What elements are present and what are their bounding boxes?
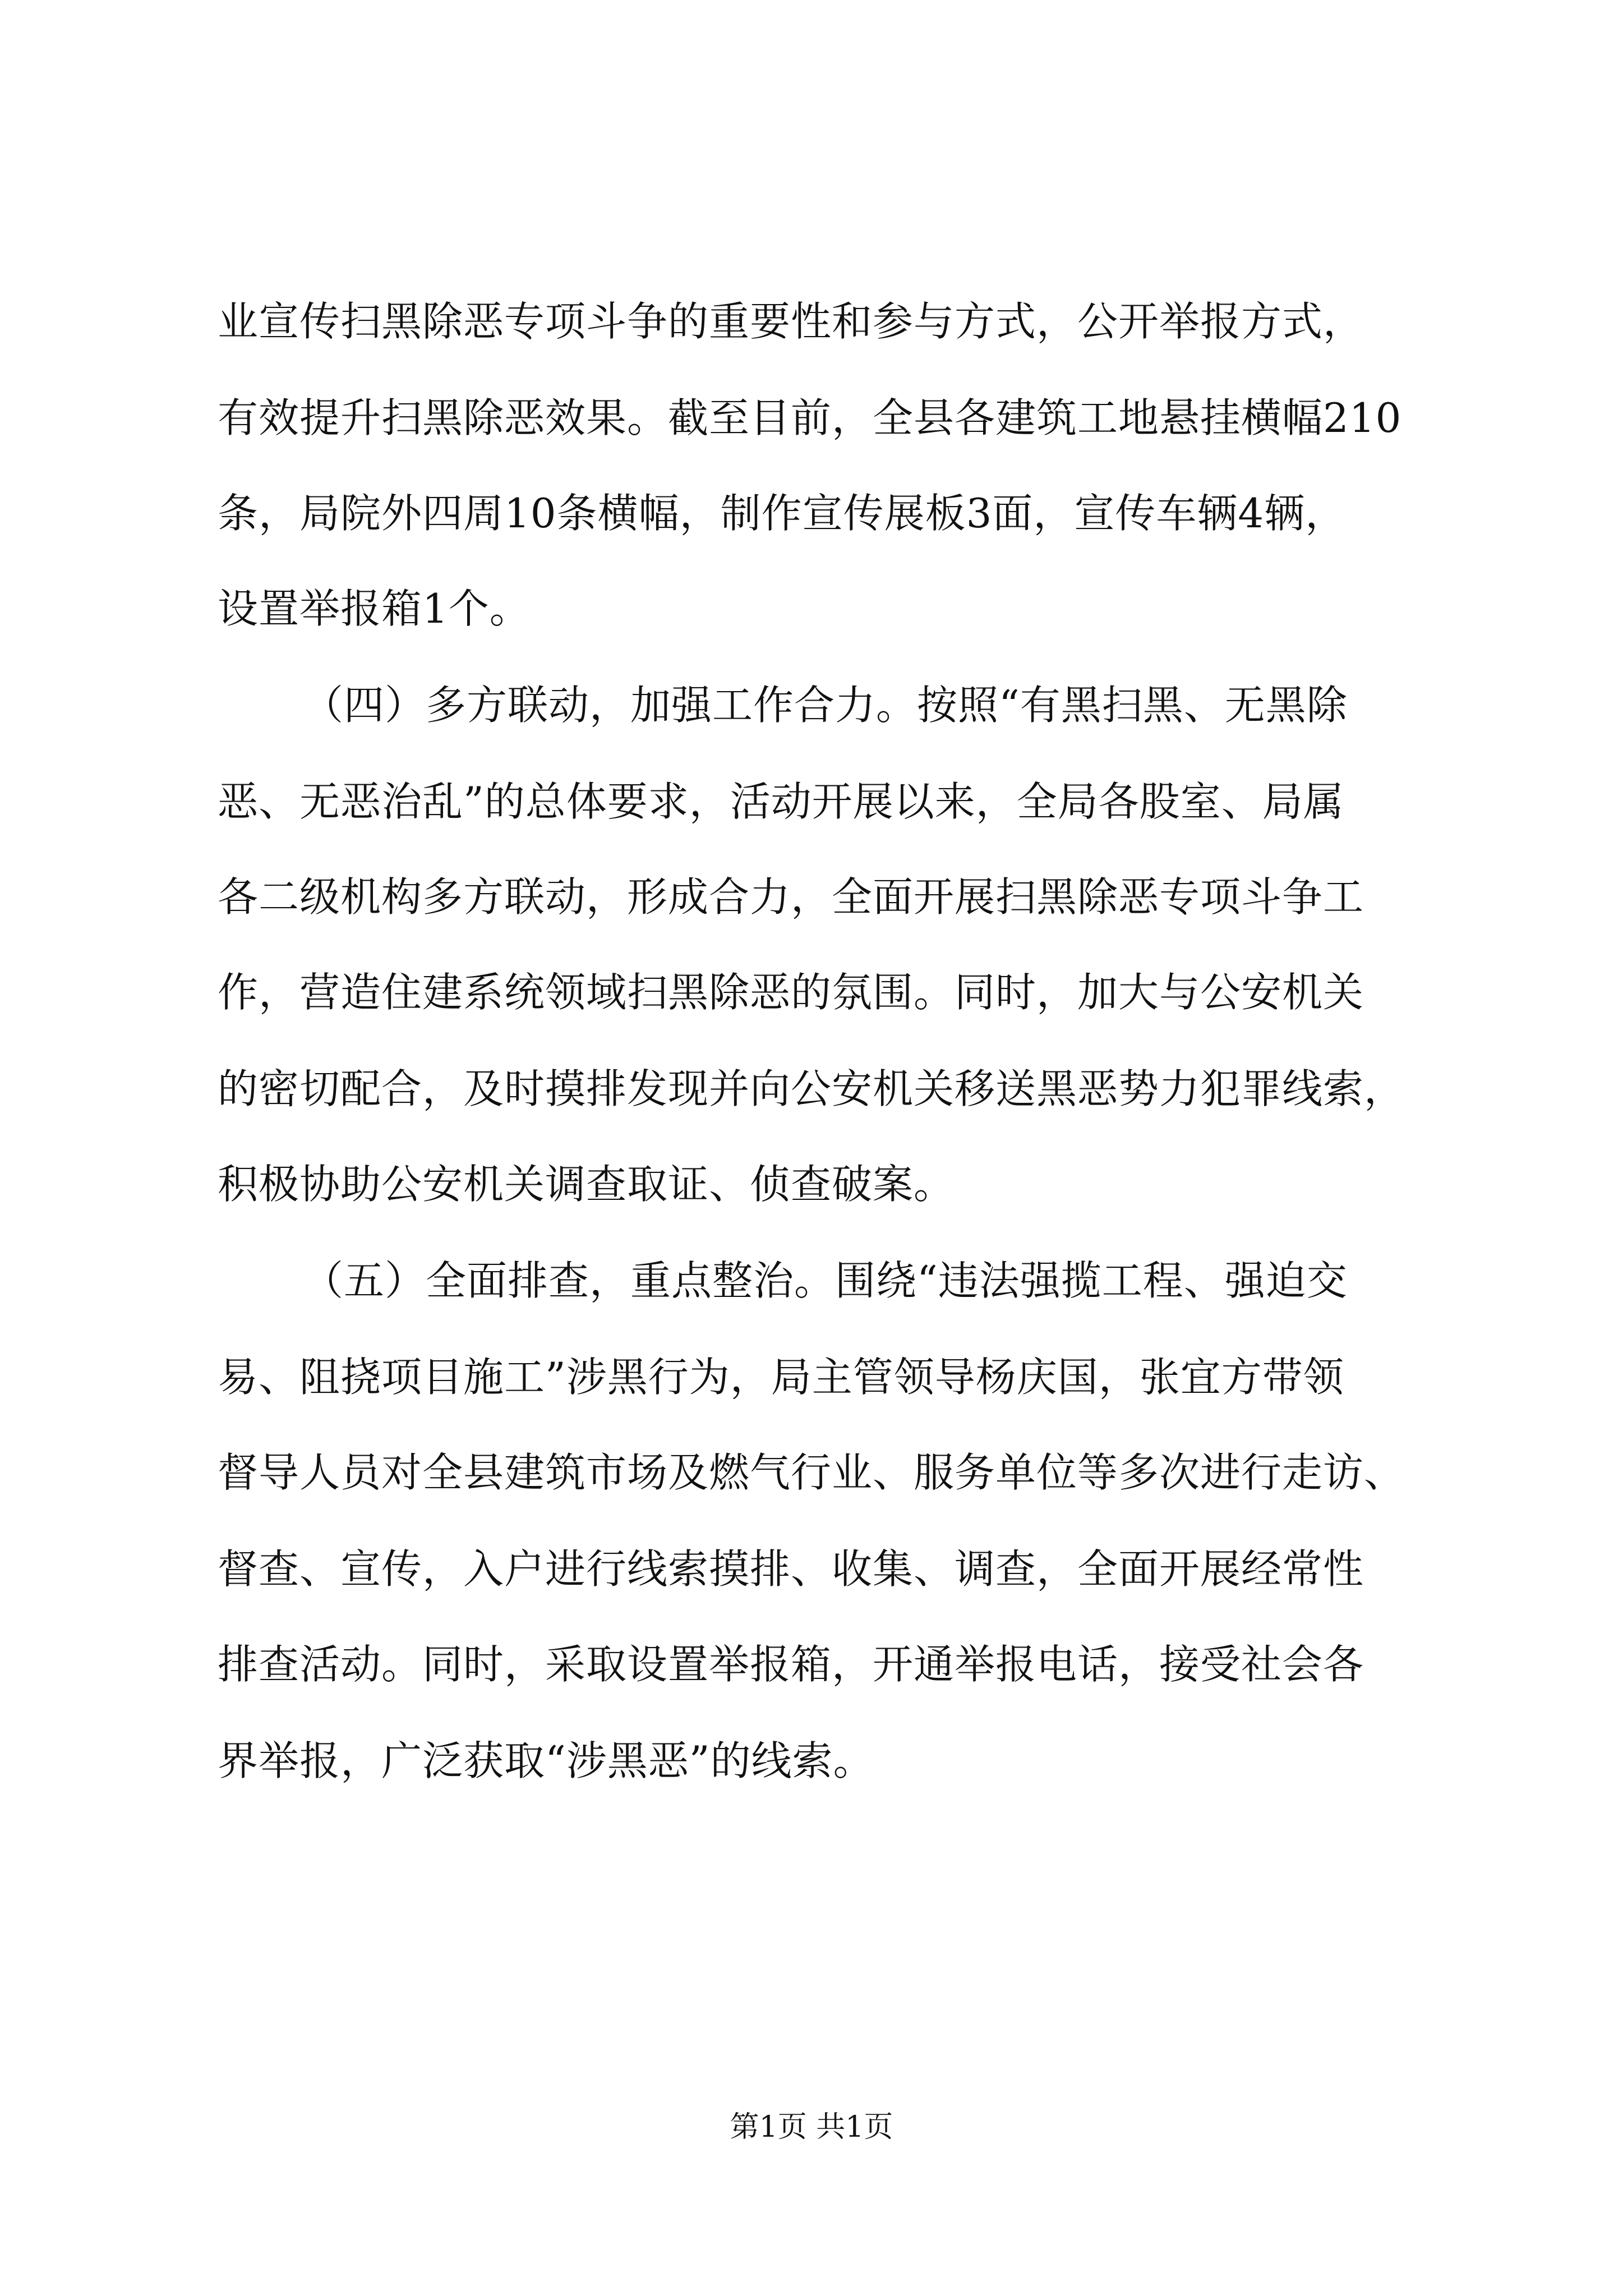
body-text-line: 积极协助公安机关调查取证、侦查破案。 xyxy=(218,1161,955,1208)
paragraph-four-heading-line: （四）多方联动，加强工作合力。按照“有黑扫黑、无黑除 xyxy=(303,682,1348,729)
page-number-footer: 第1页 共1页 xyxy=(730,2110,893,2144)
body-text-line: 条，局院外四周10条横幅，制作宣传展板3面，宣传车辆4辆， xyxy=(218,490,1347,537)
body-text-line: 设置举报箱1个。 xyxy=(218,585,531,632)
body-text-line: 作，营造住建系统领域扫黑除恶的氛围。同时，加大与公安机关 xyxy=(218,969,1364,1016)
body-text-line: 排查活动。同时，采取设置举报箱，开通举报电话，接受社会各 xyxy=(218,1641,1364,1688)
body-text-line: 各二级机构多方联动，形成合力，全面开展扫黑除恶专项斗争工 xyxy=(218,873,1364,921)
body-text-line: 恶、无恶治乱”的总体要求，活动开展以来，全局各股室、局属 xyxy=(218,778,1344,825)
paragraph-five-heading-line: （五）全面排查，重点整治。围绕“违法强揽工程、强迫交 xyxy=(303,1257,1348,1304)
body-text-line: 业宣传扫黑除恶专项斗争的重要性和参与方式，公开举报方式， xyxy=(218,298,1364,345)
body-text-line: 界举报，广泛获取“涉黑恶”的线索。 xyxy=(218,1737,874,1784)
body-text-line: 的密切配合，及时摸排发现并向公安机关移送黑恶势力犯罪线索， xyxy=(218,1065,1405,1112)
body-text-line: 督查、宣传，入户进行线索摸排、收集、调查，全面开展经常性 xyxy=(218,1545,1364,1593)
body-text-line: 有效提升扫黑除恶效果。截至目前，全县各建筑工地悬挂横幅210 xyxy=(218,394,1402,441)
body-text-line: 督导人员对全县建筑市场及燃气行业、服务单位等多次进行走访、 xyxy=(218,1449,1405,1496)
body-text-line: 易、阻挠项目施工”涉黑行为，局主管领导杨庆国，张宜方带领 xyxy=(218,1354,1344,1401)
